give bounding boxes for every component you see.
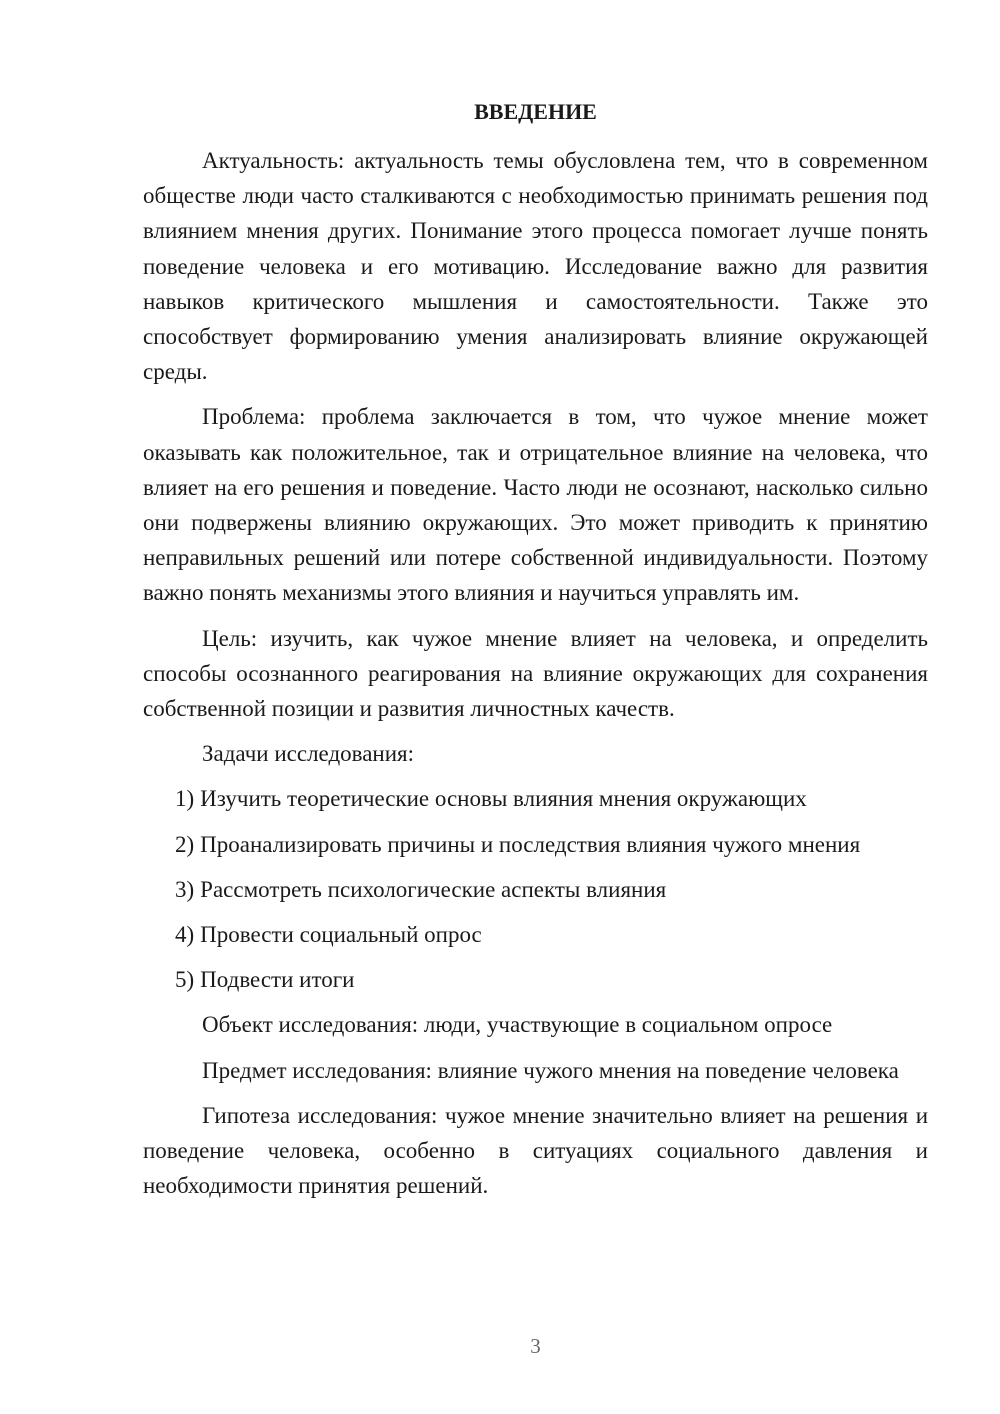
tasks-heading: Задачи исследования: bbox=[202, 741, 415, 767]
goal-paragraph: Цель: изучить, как чужое мнение влияет на человека, и определить способы осознанного реагирования на влияние окружающих для сохранения собственной позиции и развития личностных качеств. bbox=[143, 625, 928, 722]
relevance-paragraph: Актуальность: актуальность темы обусловлена тем, что в современном обществе люди часто сталкиваются с необходимостью принимать решения под влиянием мнения других. Понимание этого процесса помогает лучше понять поведение человека и его мотивацию. Исследование важно для развития навыков критического мышления и самостоятельности. Также это способствует формированию умения анализировать влияние окружающей среды. bbox=[143, 148, 928, 385]
object-paragraph: Объект исследования: люди, участвующие в социальном опросе bbox=[202, 1012, 833, 1038]
list-item-text: Подвести итоги bbox=[200, 967, 355, 993]
page-number: 3 bbox=[530, 1334, 541, 1358]
hypothesis-paragraph: Гипотеза исследования: чужое мнение значительно влияет на решения и поведение человека, особенно в ситуациях социального давления и необходимости принятия решений. bbox=[143, 1102, 928, 1199]
section-heading: ВВЕДЕНИЕ bbox=[474, 99, 597, 124]
list-item-number: 1) bbox=[175, 786, 195, 812]
tasks-list bbox=[143, 781, 928, 997]
list-item-number: 2) bbox=[175, 831, 195, 857]
document-body bbox=[143, 143, 928, 1213]
list-item bbox=[143, 872, 928, 907]
list-item-number: 3) bbox=[175, 876, 195, 902]
list-item bbox=[143, 917, 928, 952]
list-item-text: Рассмотреть психологические аспекты влияния bbox=[200, 876, 667, 902]
list-item-text: Изучить теоретические основы влияния мнения окружающих bbox=[200, 786, 807, 812]
problem-paragraph: Проблема: проблема заключается в том, что чужое мнение может оказывать как положительное, так и отрицательное влияние на человека, что влияет на его решения и поведение. Часто люди не осознают, насколько сильно они подвержены влиянию окружающих. Это может приводить к принятию неправильных решений или потере собственной индивидуальности. Поэтому важно понять механизмы этого влияния и научиться управлять им. bbox=[143, 404, 928, 606]
list-item-number: 4) bbox=[175, 922, 195, 948]
list-item-text: Проанализировать причины и последствия влияния чужого мнения bbox=[200, 831, 861, 857]
list-item bbox=[143, 781, 928, 816]
list-item-number: 5) bbox=[175, 967, 195, 993]
list-item bbox=[143, 827, 928, 862]
list-item bbox=[143, 962, 928, 997]
subject-paragraph: Предмет исследования: влияние чужого мнения на поведение человека bbox=[202, 1057, 899, 1083]
document-page bbox=[143, 0, 928, 1414]
list-item-text: Провести социальный опрос bbox=[200, 922, 482, 948]
